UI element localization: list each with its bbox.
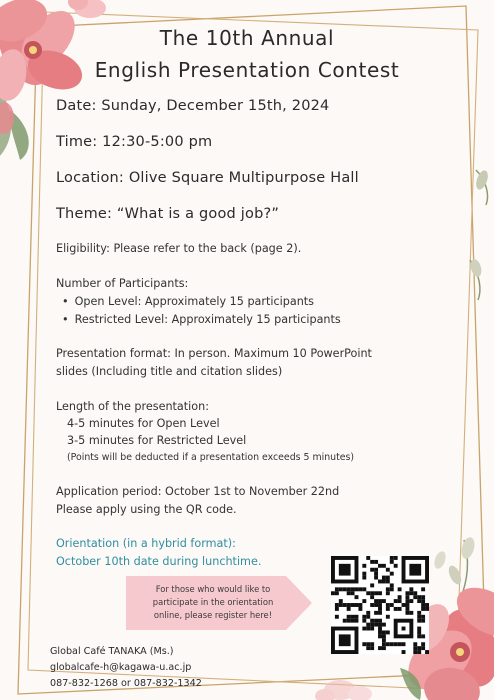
format-line-1: Presentation format: In person. Maximum 10 PowerPoint xyxy=(56,347,372,360)
orientation-line-1: Orientation (in a hybrid format): xyxy=(56,537,236,550)
title-line-1: The 10th Annual xyxy=(159,26,335,50)
registration-qr-code[interactable] xyxy=(331,556,429,654)
event-date: Date: Sunday, December 15th, 2024 xyxy=(56,98,330,114)
application-period: Application period: October 1st to November 22nd xyxy=(56,485,340,498)
flower-bottom-center-illustration xyxy=(315,680,372,700)
length-heading: Length of the presentation: xyxy=(56,400,209,413)
application-instruction: Please apply using the QR code. xyxy=(56,503,237,516)
orientation-line-2: October 10th date during lunchtime. xyxy=(56,555,262,568)
contact-phone: 087-832-1268 or 087-832-1342 xyxy=(50,678,202,689)
participants-open-item: • Open Level: Approximately 15 participants xyxy=(62,295,314,308)
callout-line-1: For those who would like to xyxy=(155,584,271,594)
length-open-level: 4-5 minutes for Open Level xyxy=(67,417,220,430)
event-time: Time: 12:30-5:00 pm xyxy=(56,134,213,150)
contact-name: Global Café TANAKA (Ms.) xyxy=(50,646,174,657)
length-note: (Points will be deducted if a presentation exceeds 5 minutes) xyxy=(67,452,355,463)
callout-line-2: participate in the orientation xyxy=(152,597,274,607)
event-location: Location: Olive Square Multipurpose Hall xyxy=(56,170,359,186)
callout-line-3: online, please register here! xyxy=(153,610,273,620)
contact-email[interactable]: globalcafe-h@kagawa-u.ac.jp xyxy=(50,662,192,673)
eligibility-text: Eligibility: Please refer to the back (page 2). xyxy=(56,242,302,255)
participants-restricted-item: • Restricted Level: Approximately 15 participants xyxy=(62,313,341,326)
title-line-2: English Presentation Contest xyxy=(94,58,400,82)
length-restricted-level: 3-5 minutes for Restricted Level xyxy=(67,434,247,447)
participants-heading: Number of Participants: xyxy=(56,277,189,290)
format-line-2: slides (Including title and citation slides) xyxy=(56,365,283,378)
orientation-callout-text xyxy=(138,583,288,622)
event-theme: Theme: “What is a good job?” xyxy=(56,206,280,222)
